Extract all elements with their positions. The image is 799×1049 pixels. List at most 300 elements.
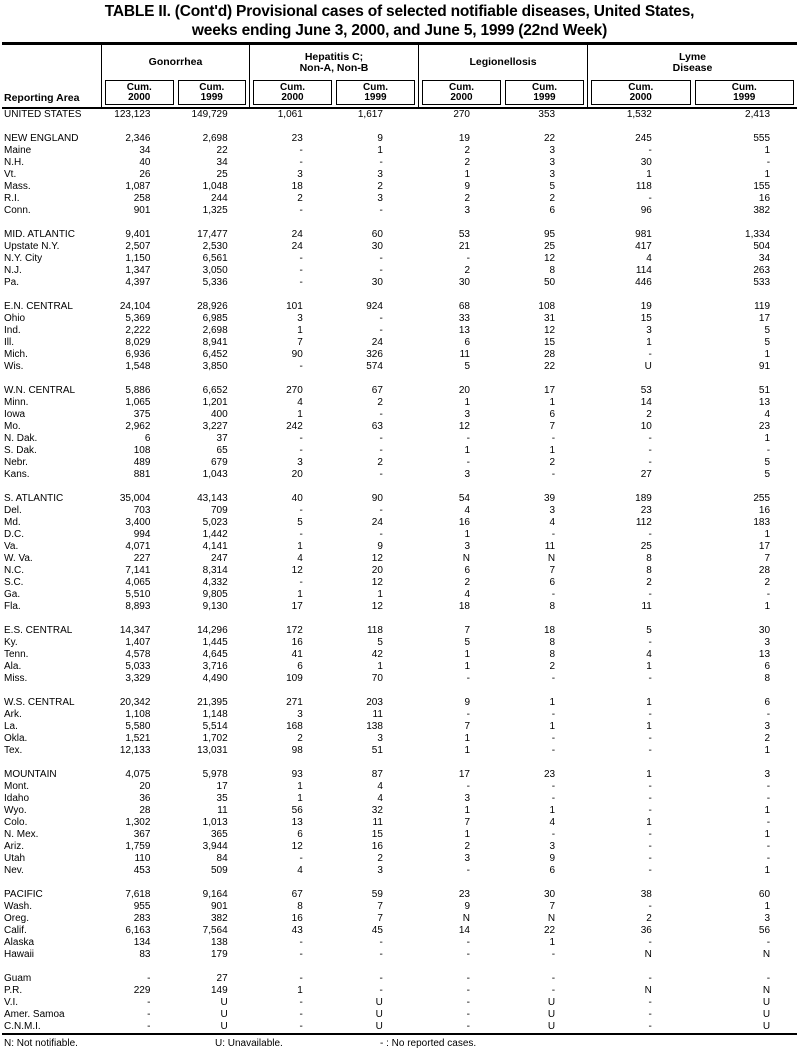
value-cell: 101 (286, 301, 303, 312)
value-cell: 11 (641, 601, 652, 612)
value-cell: 3 (464, 793, 470, 804)
value-cell: 2 (549, 193, 556, 204)
value-cell: 4,645 (202, 649, 228, 660)
value-cell: 2 (464, 577, 470, 588)
value-cell: - (379, 469, 383, 480)
value-cell: 247 (210, 553, 228, 564)
value-cell: 4 (377, 793, 383, 804)
value-cell: 17 (216, 781, 228, 792)
value-cell: 3,329 (125, 673, 151, 684)
value-cell: 353 (538, 109, 556, 120)
value-cell: U (762, 1021, 771, 1032)
value-cell: - (766, 445, 771, 456)
value-cell: 1 (549, 721, 556, 732)
value-cell: 5,023 (202, 517, 228, 528)
value-cell: 9 (549, 853, 556, 864)
value-cell: 138 (210, 937, 228, 948)
value-cell: 36 (139, 793, 151, 804)
value-cell: 6,452 (202, 349, 228, 360)
value-cell: 504 (753, 241, 771, 252)
value-cell: 28 (758, 565, 771, 576)
value-cell: 91 (758, 361, 771, 372)
group-label-line: Lyme (678, 50, 707, 63)
value-cell: 34 (139, 145, 151, 156)
year-label: 1999 (733, 92, 756, 103)
value-cell: 1 (377, 589, 383, 600)
value-cell: 8 (549, 265, 556, 276)
value-cell: 2 (646, 577, 652, 588)
value-cell: 12 (543, 253, 556, 264)
table-row (2, 133, 797, 145)
table-row (2, 493, 797, 505)
value-cell: 6,163 (125, 925, 151, 936)
value-cell: 155 (753, 181, 771, 192)
value-cell: 1 (764, 349, 771, 360)
cum-label: Cum. (731, 82, 757, 93)
area-cell: Maine (4, 145, 32, 156)
value-cell: 5,580 (125, 721, 151, 732)
value-cell: U (375, 997, 383, 1008)
year-label: 2000 (629, 92, 652, 103)
table-row (2, 385, 797, 397)
value-cell: 20 (139, 781, 151, 792)
value-cell: - (379, 253, 383, 264)
value-cell: 9,401 (125, 229, 151, 240)
value-cell: 95 (543, 229, 556, 240)
table-row (2, 313, 797, 325)
table-body (2, 109, 797, 1033)
value-cell: 3 (549, 169, 556, 180)
row-spacer (2, 685, 797, 697)
value-cell: 3 (377, 193, 383, 204)
value-cell: 2 (764, 577, 771, 588)
value-cell: 574 (366, 361, 383, 372)
value-cell: 5,978 (202, 769, 228, 780)
area-cell: Ill. (4, 337, 14, 348)
area-cell: Del. (4, 505, 22, 516)
value-cell: - (648, 445, 652, 456)
value-cell: 1 (297, 589, 303, 600)
value-cell: - (379, 529, 383, 540)
value-cell: 2 (464, 193, 470, 204)
area-cell: Hawaii (4, 949, 35, 960)
value-cell: 56 (758, 925, 771, 936)
value-cell: 22 (543, 925, 556, 936)
area-cell: UNITED STATES (4, 109, 82, 120)
value-cell: 7 (549, 565, 556, 576)
value-cell: N (762, 985, 771, 996)
value-cell: 1 (646, 169, 652, 180)
area-cell: Md. (4, 517, 21, 528)
value-cell: 1 (297, 985, 303, 996)
value-cell: 3 (464, 205, 470, 216)
value-cell: 17 (758, 313, 771, 324)
value-cell: 23 (291, 133, 303, 144)
value-cell: 1 (764, 829, 771, 840)
table-row (2, 577, 797, 589)
value-cell: 7 (464, 721, 470, 732)
value-cell: - (766, 973, 771, 984)
value-cell: 227 (133, 553, 151, 564)
value-cell: 4,490 (202, 673, 228, 684)
table-row (2, 769, 797, 781)
value-cell: 3 (764, 913, 771, 924)
group-label-line: Gonorrhea (148, 56, 203, 68)
value-cell: 271 (286, 697, 303, 708)
area-cell: Ark. (4, 709, 22, 720)
table-row (2, 193, 797, 205)
value-cell: 1,548 (125, 361, 151, 372)
value-cell: 17 (458, 769, 470, 780)
area-cell: Idaho (4, 793, 30, 804)
value-cell: 3 (646, 325, 652, 336)
value-cell: N (547, 913, 556, 924)
value-cell: 34 (216, 157, 228, 168)
table-row (2, 301, 797, 313)
value-cell: 53 (458, 229, 470, 240)
value-cell: 3 (764, 721, 771, 732)
value-cell: - (466, 673, 470, 684)
value-cell: 16 (458, 517, 470, 528)
group-label-lyme-disease (588, 45, 797, 80)
table-row (2, 793, 797, 805)
table-row (2, 265, 797, 277)
value-cell: 67 (291, 889, 303, 900)
group-label-line: Disease (672, 61, 713, 74)
table-row (2, 829, 797, 841)
value-cell: 2 (549, 457, 556, 468)
value-cell: 5 (764, 337, 771, 348)
table-row (2, 241, 797, 253)
area-cell: N.Y. City (4, 253, 43, 264)
value-cell: 7 (549, 901, 556, 912)
table-row (2, 457, 797, 469)
value-cell: - (299, 433, 303, 444)
value-cell: 679 (210, 457, 228, 468)
value-cell: 1 (764, 745, 771, 756)
value-cell: - (466, 973, 470, 984)
value-cell: - (648, 637, 652, 648)
value-cell: 1 (297, 541, 303, 552)
value-cell: 365 (210, 829, 228, 840)
value-cell: - (551, 469, 556, 480)
value-cell: - (299, 997, 303, 1008)
year-label: 1999 (533, 92, 556, 103)
value-cell: 8 (646, 565, 652, 576)
table-row (2, 325, 797, 337)
value-cell: 109 (286, 673, 303, 684)
value-cell: 90 (371, 493, 383, 504)
area-cell: Ala. (4, 661, 22, 672)
value-cell: 453 (133, 865, 151, 876)
value-cell: 1 (464, 445, 470, 456)
area-cell: Miss. (4, 673, 28, 684)
table-row (2, 985, 797, 997)
value-cell: 6 (549, 577, 556, 588)
value-cell: 24 (371, 337, 383, 348)
area-cell: Tenn. (4, 649, 29, 660)
value-cell: 123,123 (114, 109, 151, 120)
value-cell: 1 (464, 829, 470, 840)
area-cell: Ga. (4, 589, 21, 600)
value-cell: 1 (764, 601, 771, 612)
value-cell: 4 (646, 253, 652, 264)
value-cell: N (462, 913, 470, 924)
value-cell: - (466, 457, 470, 468)
value-cell: 4 (377, 781, 383, 792)
value-cell: - (551, 745, 556, 756)
value-cell: - (466, 997, 470, 1008)
value-cell: 51 (371, 745, 383, 756)
column-header-cum-1999 (505, 80, 584, 105)
value-cell: 12 (371, 601, 383, 612)
value-cell: 4,071 (125, 541, 151, 552)
value-cell: 1,532 (626, 109, 652, 120)
table-row (2, 697, 797, 709)
value-cell: 42 (371, 649, 383, 660)
value-cell: - (551, 949, 556, 960)
value-cell: 4 (549, 517, 556, 528)
value-cell: 16 (758, 193, 771, 204)
footnote-no-reported-cases: - : No reported cases. (380, 1038, 477, 1049)
value-cell: 1,407 (125, 637, 151, 648)
value-cell: U (220, 1009, 228, 1020)
value-cell: 51 (758, 385, 771, 396)
area-cell: Okla. (4, 733, 28, 744)
value-cell: - (648, 1009, 652, 1020)
value-cell: 56 (291, 805, 303, 816)
value-cell: U (375, 1021, 383, 1032)
value-cell: 96 (640, 205, 652, 216)
area-cell: Ky. (4, 637, 18, 648)
value-cell: 3 (764, 637, 771, 648)
value-cell: 3 (377, 865, 383, 876)
value-cell: - (299, 145, 303, 156)
area-cell: Iowa (4, 409, 26, 420)
group-label-gonorrhea (102, 45, 249, 80)
value-cell: 4,332 (202, 577, 228, 588)
table-row (2, 253, 797, 265)
value-cell: 3 (549, 157, 556, 168)
value-cell: - (551, 529, 556, 540)
value-cell: 24,104 (119, 301, 151, 312)
value-cell: 3 (297, 457, 303, 468)
value-cell: 15 (640, 313, 652, 324)
value-cell: - (648, 865, 652, 876)
value-cell: 40 (139, 157, 151, 168)
subheader-row (588, 80, 797, 107)
value-cell: - (379, 325, 383, 336)
value-cell: 4,141 (202, 541, 228, 552)
column-group-lyme-disease (587, 45, 797, 107)
table-row (2, 229, 797, 241)
value-cell: 2 (646, 913, 652, 924)
table-row (2, 841, 797, 853)
value-cell: 901 (210, 901, 228, 912)
value-cell: 93 (291, 769, 303, 780)
value-cell: 110 (134, 853, 151, 864)
column-header-cum-2000 (105, 80, 174, 105)
value-cell: - (299, 253, 303, 264)
value-cell: - (766, 841, 771, 852)
value-cell: 8 (297, 901, 303, 912)
value-cell: 168 (286, 721, 303, 732)
value-cell: 14,296 (197, 625, 228, 636)
table-row (2, 589, 797, 601)
value-cell: U (762, 997, 771, 1008)
cum-label: Cum. (449, 82, 474, 93)
value-cell: 1 (297, 325, 303, 336)
value-cell: 17 (543, 385, 556, 396)
value-cell: 6 (764, 697, 771, 708)
area-cell: P.R. (4, 985, 23, 996)
value-cell: 2 (377, 181, 383, 192)
value-cell: 1 (764, 433, 771, 444)
value-cell: 8 (549, 637, 556, 648)
value-cell: - (466, 985, 470, 996)
value-cell: 19 (640, 301, 652, 312)
table-row (2, 865, 797, 877)
value-cell: 1,759 (125, 841, 151, 852)
value-cell: 87 (371, 769, 383, 780)
value-cell: 35 (216, 793, 228, 804)
value-cell: - (299, 445, 303, 456)
value-cell: 1,702 (202, 733, 228, 744)
area-cell: V.I. (4, 997, 19, 1008)
value-cell: 5 (764, 469, 771, 480)
year-label: 2000 (450, 92, 473, 103)
value-cell: 3 (464, 853, 470, 864)
value-cell: 33 (458, 313, 470, 324)
value-cell: 183 (753, 517, 771, 528)
table-row (2, 181, 797, 193)
value-cell: 27 (216, 973, 228, 984)
value-cell: 382 (753, 205, 771, 216)
area-cell: Ind. (4, 325, 21, 336)
value-cell: 1,043 (202, 469, 228, 480)
value-cell: 5 (464, 361, 470, 372)
value-cell: - (147, 973, 151, 984)
value-cell: 5,336 (202, 277, 228, 288)
value-cell: 65 (216, 445, 228, 456)
value-cell: 6 (549, 205, 556, 216)
area-cell: N. Mex. (4, 829, 39, 840)
value-cell: 2,507 (125, 241, 151, 252)
cum-label: Cum. (363, 82, 388, 93)
value-cell: - (299, 205, 303, 216)
area-cell: W.N. CENTRAL (4, 385, 76, 396)
area-cell: Alaska (4, 937, 35, 948)
value-cell: 229 (133, 985, 151, 996)
value-cell: 7 (549, 421, 556, 432)
value-cell: 6 (464, 565, 470, 576)
value-cell: 5,033 (125, 661, 151, 672)
group-label-line: Hepatitis C; (304, 50, 364, 63)
value-cell: 2 (377, 457, 383, 468)
value-cell: 25 (216, 169, 228, 180)
area-cell: Ariz. (4, 841, 24, 852)
value-cell: 138 (366, 721, 383, 732)
table-row (2, 997, 797, 1009)
column-header-cum-2000 (253, 80, 332, 105)
value-cell: 1 (764, 169, 771, 180)
area-cell: Nev. (4, 865, 24, 876)
value-cell: 1 (764, 529, 771, 540)
value-cell: 9 (377, 541, 383, 552)
value-cell: 955 (133, 901, 151, 912)
cum-label: Cum. (199, 82, 225, 93)
column-header-cum-1999 (336, 80, 415, 105)
value-cell: 17 (291, 601, 303, 612)
value-cell: 149 (210, 985, 228, 996)
value-cell: 8,314 (202, 565, 228, 576)
value-cell: 4 (464, 505, 470, 516)
value-cell: 4 (297, 397, 303, 408)
value-cell: 1,065 (125, 397, 151, 408)
value-cell: - (379, 265, 383, 276)
table-row (2, 469, 797, 481)
area-cell: Kans. (4, 469, 30, 480)
value-cell: 203 (366, 697, 383, 708)
table-row (2, 805, 797, 817)
area-cell: Guam (4, 973, 32, 984)
table-row (2, 709, 797, 721)
value-cell: 43 (291, 925, 303, 936)
value-cell: - (299, 1009, 303, 1020)
value-cell: - (551, 985, 556, 996)
cum-label: Cum. (532, 82, 557, 93)
value-cell: 1 (764, 865, 771, 876)
value-cell: 6 (464, 337, 470, 348)
value-cell: 20,342 (119, 697, 151, 708)
value-cell: 2 (549, 661, 556, 672)
value-cell: - (379, 985, 383, 996)
value-cell: 9 (464, 697, 470, 708)
area-cell: W.S. CENTRAL (4, 697, 75, 708)
value-cell: 50 (543, 277, 556, 288)
value-cell: 1,087 (125, 181, 151, 192)
value-cell: 18 (291, 181, 303, 192)
value-cell: 16 (758, 505, 771, 516)
area-cell: N.H. (4, 157, 24, 168)
area-cell: N. Dak. (4, 433, 38, 444)
table-row (2, 361, 797, 373)
value-cell: 16 (291, 637, 303, 648)
value-cell: 30 (458, 277, 470, 288)
table-row (2, 937, 797, 949)
value-cell: - (466, 253, 470, 264)
table-row (2, 529, 797, 541)
value-cell: U (375, 1009, 383, 1020)
cum-label: Cum. (628, 82, 654, 93)
value-cell: 555 (753, 133, 771, 144)
value-cell: 901 (133, 205, 151, 216)
subheader-row (250, 80, 418, 107)
value-cell: 8,941 (202, 337, 228, 348)
value-cell: - (299, 157, 303, 168)
value-cell: 18 (458, 601, 470, 612)
value-cell: 22 (216, 145, 228, 156)
subheader-row (102, 80, 249, 107)
value-cell: U (547, 997, 556, 1008)
value-cell: 1,150 (125, 253, 151, 264)
value-cell: 1 (297, 793, 303, 804)
value-cell: 244 (210, 193, 228, 204)
value-cell: 11 (459, 349, 470, 360)
value-cell: - (551, 673, 556, 684)
value-cell: - (766, 793, 771, 804)
value-cell: 1,521 (125, 733, 151, 744)
